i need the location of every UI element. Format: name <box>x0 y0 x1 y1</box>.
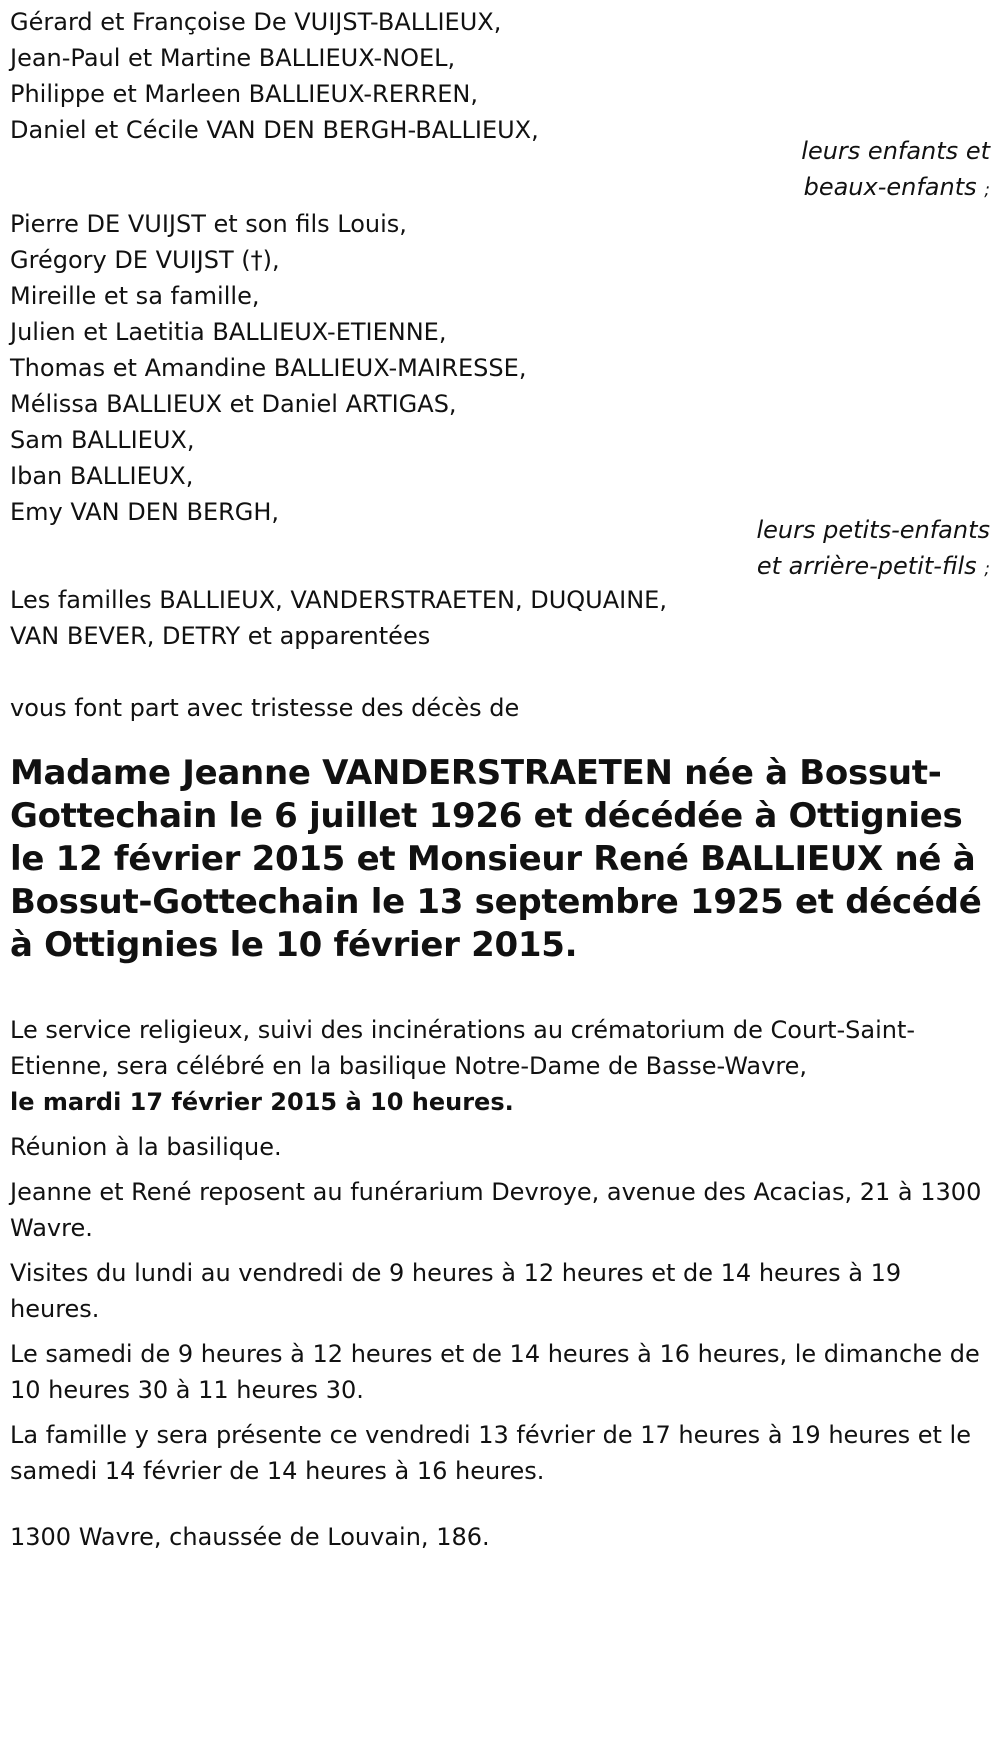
grandchildren-relation <box>0 512 990 587</box>
children-relation <box>0 133 990 208</box>
funerarium-paragraph: Jeanne et René reposent au funérarium Devroye, avenue des Acacias, 21 à 1300 Wavre. <box>10 1178 982 1242</box>
families-list <box>10 582 667 654</box>
list-item: Daniel et Cécile VAN DEN BERGH-BALLIEUX, <box>10 116 539 144</box>
list-item: Grégory DE VUIJST (†), <box>10 246 280 274</box>
list-item: Julien et Laetitia BALLIEUX-ETIENNE, <box>10 318 447 346</box>
list-item: Emy VAN DEN BERGH, <box>10 498 280 526</box>
list-item: Mélissa BALLIEUX et Daniel ARTIGAS, <box>10 390 457 418</box>
list-item: Philippe et Marleen BALLIEUX-RERREN, <box>10 80 478 108</box>
list-item: Iban BALLIEUX, <box>10 462 194 490</box>
address: 1300 Wavre, chaussée de Louvain, 186. <box>10 1523 490 1551</box>
list-item: Les familles BALLIEUX, VANDERSTRAETEN, DUQUAINE, <box>10 586 667 614</box>
children-list <box>10 4 539 148</box>
list-item: Sam BALLIEUX, <box>10 426 195 454</box>
relation-line: et arrière-petit-fils <box>756 552 977 580</box>
visits-weekdays-paragraph: Visites du lundi au vendredi de 9 heures à 12 heures et de 14 heures à 19 heures. <box>10 1259 902 1323</box>
meeting-paragraph: Réunion à la basilique. <box>10 1133 282 1161</box>
grandchildren-list <box>10 206 526 530</box>
relation-line: leurs enfants et <box>801 137 990 165</box>
list-item: Pierre DE VUIJST et son fils Louis, <box>10 210 407 238</box>
service-text: Le service religieux, suivi des incinérations au crématorium de Court-Saint-Etienne, sera célébré en la basilique Notre-Dame de Basse-Wavre, <box>10 1016 916 1080</box>
deceased-heading: Madame Jeanne VANDERSTRAETEN née à Bossut-Gottechain le 6 juillet 1926 et décédée à Ottignies le 12 février 2015 et Monsieur René BALLIEUX né à Bossut-Gottechain le 13 septembre 1925 et décédé à Ottignies le 10 février 2015. <box>10 753 982 965</box>
family-presence-paragraph: La famille y sera présente ce vendredi 13 février de 17 heures à 19 heures et le samedi 14 février de 14 heures à 16 heures. <box>10 1421 971 1485</box>
relation-punct: ; <box>984 180 990 200</box>
list-item: Mireille et sa famille, <box>10 282 260 310</box>
list-item: VAN BEVER, DETRY et apparentées <box>10 622 431 650</box>
list-item: Thomas et Amandine BALLIEUX-MAIRESSE, <box>10 354 527 382</box>
service-paragraph <box>10 1012 995 1120</box>
relation-punct: ; <box>984 559 990 579</box>
relation-line: leurs petits-enfants <box>756 516 990 544</box>
relation-line: beaux-enfants <box>803 173 977 201</box>
announcement-intro: vous font part avec tristesse des décès de <box>10 694 520 722</box>
visits-weekend-paragraph: Le samedi de 9 heures à 12 heures et de 14 heures à 16 heures, le dimanche de 10 heures 30 à 11 heures 30. <box>10 1340 980 1404</box>
service-info <box>10 1012 995 1498</box>
relation-line-with-punct <box>0 169 990 208</box>
list-item: Gérard et Françoise De VUIJST-BALLIEUX, <box>10 8 502 36</box>
service-date: le mardi 17 février 2015 à 10 heures. <box>10 1088 514 1116</box>
list-item: Jean-Paul et Martine BALLIEUX-NOEL, <box>10 44 456 72</box>
